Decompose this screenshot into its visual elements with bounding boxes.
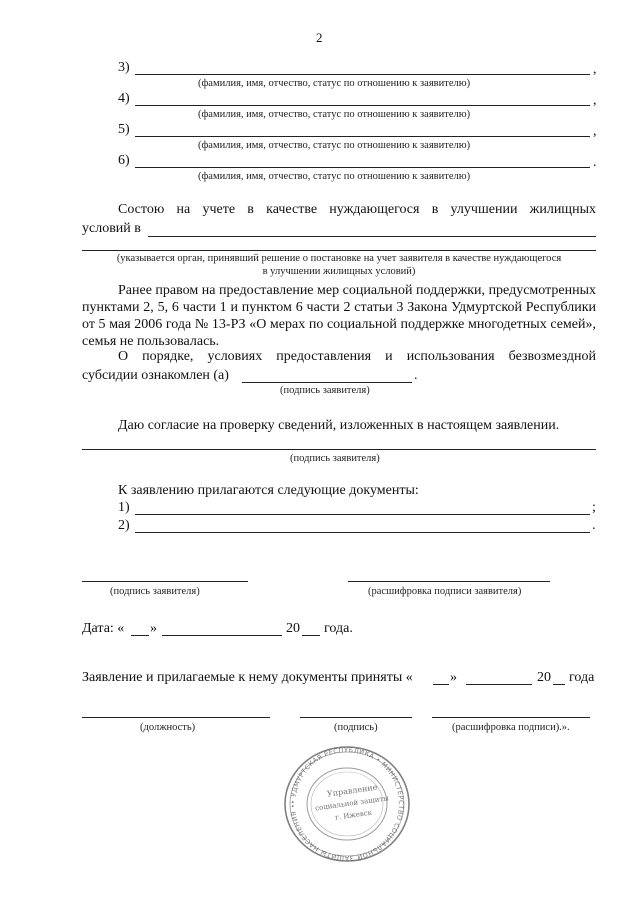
- previous-support-paragraph: Ранее правом на предоставление мер социальной поддержки, предусмотренных пунктами 2, 5, 6 части 1 и пунктом 6 части 2 статьи 3 Закона Удмуртской Республики от 5 мая 2006 года № 13-РЗ «О мерах по социальной поддержке многодетных семей», семья не пользовалась.: [82, 283, 596, 349]
- applicant-signature-note: (подпись заявителя): [110, 586, 200, 597]
- date-suffix: года.: [324, 621, 353, 636]
- page-number: 2: [316, 30, 323, 45]
- official-position-note: (должность): [140, 722, 196, 733]
- acknowledgement-line-1: О порядке, условиях предоставления и использования безвозмездной: [118, 349, 596, 364]
- acceptance-year-prefix: 20: [537, 670, 551, 685]
- date-year-line: [302, 635, 320, 636]
- row-fill-line: [135, 105, 590, 106]
- consent-signature-line: [82, 449, 596, 450]
- row-end-mark: ,: [593, 93, 597, 108]
- svg-text:• УДМУРТСКАЯ РЕСПУБЛИКА • МИНИ: • УДМУРТСКАЯ РЕСПУБЛИКА • МИНИСТЕРСТВО СОЦИАЛЬНОЙ ЗАЩИТЫ НАСЕЛЕНИЯ •: [288, 745, 406, 863]
- acknowledgement-line-2: субсидии ознакомлен (а): [82, 368, 229, 383]
- row-end-mark: .: [593, 155, 597, 170]
- row-number: 6): [118, 153, 130, 168]
- acknowledgement-end-mark: .: [414, 368, 418, 383]
- stamp-text-line: Управление: [326, 782, 378, 799]
- official-signature-note: (подпись): [334, 722, 378, 733]
- acceptance-month-line: [466, 684, 532, 685]
- registration-line-1: Состою на учете в качестве нуждающегося в улучшении жилищных: [118, 202, 596, 217]
- row-note: (фамилия, имя, отчество, статус по отношению к заявителю): [198, 78, 471, 89]
- row-end-mark: ,: [593, 62, 597, 77]
- official-decode-line: [432, 717, 590, 718]
- stamp-seal-graphic: [282, 744, 412, 864]
- acceptance-suffix: года: [569, 670, 595, 685]
- applicant-signature-line: [82, 581, 248, 582]
- row-note: (фамилия, имя, отчество, статус по отношению к заявителю): [198, 171, 471, 182]
- attachments-heading: К заявлению прилагаются следующие документы:: [118, 483, 419, 498]
- row-note: (фамилия, имя, отчество, статус по отношению к заявителю): [198, 109, 471, 120]
- date-label: Дата: «: [82, 621, 125, 636]
- registration-note-2: в улучшении жилищных условий): [262, 266, 416, 277]
- date-year-prefix: 20: [286, 621, 300, 636]
- registration-note-1: (указывается орган, принявший решение о постановке на учет заявителя в качестве нуждающегося: [116, 253, 562, 264]
- acceptance-text: Заявление и прилагаемые к нему документы приняты «: [82, 670, 413, 685]
- date-day-line: [131, 635, 149, 636]
- row-number: 4): [118, 91, 130, 106]
- official-signature-line: [300, 717, 412, 718]
- row-number: 5): [118, 122, 130, 137]
- attachment-fill-line: [135, 514, 590, 515]
- attachment-number: 2): [118, 518, 130, 533]
- applicant-decode-note: (расшифровка подписи заявителя): [368, 586, 522, 597]
- registration-fill-line: [148, 236, 596, 237]
- acknowledgement-signature-line: [242, 382, 412, 383]
- acknowledgement-note: (подпись заявителя): [280, 385, 370, 396]
- stamp-text-line: г. Ижевск: [334, 808, 373, 822]
- row-fill-line: [135, 167, 590, 168]
- official-stamp: [282, 744, 412, 864]
- registration-line-2: условий в: [82, 221, 141, 236]
- row-fill-line: [135, 136, 590, 137]
- row-fill-line: [135, 74, 590, 75]
- row-end-mark: ,: [593, 124, 597, 139]
- row-note: (фамилия, имя, отчество, статус по отношению к заявителю): [198, 140, 471, 151]
- date-quote-close: »: [150, 621, 157, 636]
- acceptance-day-line: [433, 684, 449, 685]
- consent-note: (подпись заявителя): [290, 453, 380, 464]
- official-decode-note: (расшифровка подписи).».: [452, 722, 570, 733]
- attachment-end-mark: .: [592, 518, 596, 533]
- attachment-number: 1): [118, 500, 130, 515]
- date-month-line: [162, 635, 282, 636]
- attachment-end-mark: ;: [592, 500, 596, 515]
- registration-fill-line-2: [82, 250, 596, 251]
- attachment-fill-line: [135, 532, 590, 533]
- consent-text: Даю согласие на проверку сведений, изложенных в настоящем заявлении.: [118, 418, 560, 433]
- acceptance-quote-close: »: [450, 670, 457, 685]
- row-number: 3): [118, 60, 130, 75]
- official-position-line: [82, 717, 270, 718]
- stamp-text-line: социальной защиты: [314, 794, 390, 813]
- acceptance-year-line: [553, 684, 565, 685]
- applicant-decode-line: [348, 581, 550, 582]
